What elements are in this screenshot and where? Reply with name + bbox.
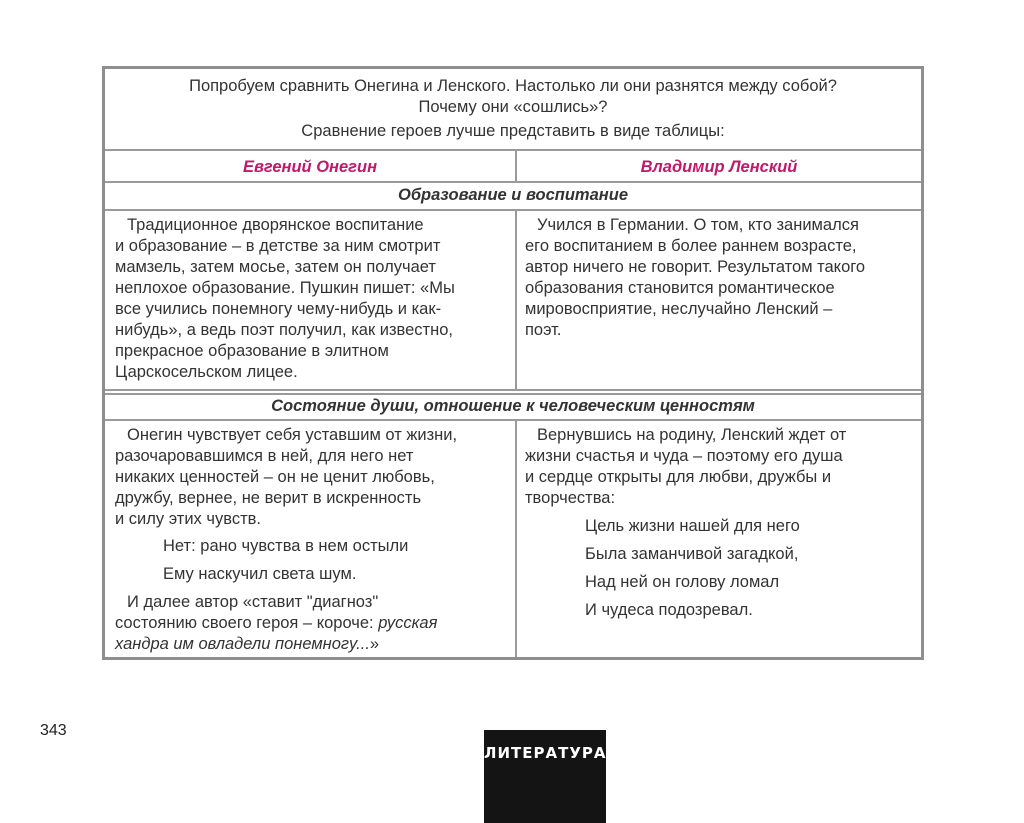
- lensky-soul-cell: [525, 425, 920, 621]
- column-header-onegin: Евгений Онегин: [242, 158, 378, 176]
- intro-line-1: Попробуем сравнить Онегина и Ленского. Настолько ли они разнятся между собой?: [189, 77, 837, 95]
- text-line: и образование – в детстве за ним смотрит: [115, 237, 441, 255]
- brand-text: ЛИТЕРАТУРА: [484, 744, 607, 762]
- text-line: мамзель, затем мосье, затем он получает: [115, 258, 436, 276]
- text-line: прекрасное образование в элитном: [115, 342, 389, 360]
- verse-line: И чудеса подозревал.: [585, 601, 753, 619]
- text-line: его воспитанием в более раннем возрасте,: [525, 237, 857, 255]
- verse-line: Была заманчивой загадкой,: [585, 545, 799, 563]
- divider: [515, 421, 517, 657]
- section-title-soul: Состояние души, отношение к человеческим ценностям: [271, 397, 755, 415]
- divider: [105, 181, 921, 183]
- onegin-soul-cell: [115, 425, 510, 655]
- text-line: мировосприятие, неслучайно Ленский –: [525, 300, 833, 318]
- intro-line-2: Почему они «сошлись»?: [418, 98, 608, 116]
- text-line: поэт.: [525, 321, 562, 339]
- text-line: [115, 613, 510, 634]
- text-line: творчества:: [525, 489, 616, 507]
- page-number: 343: [40, 722, 67, 739]
- comparison-table: [102, 66, 924, 660]
- lensky-education-cell: [525, 215, 920, 341]
- text-line: образования становится романтическое: [525, 279, 835, 297]
- divider: [105, 209, 921, 211]
- divider: [105, 389, 921, 391]
- text-line: Онегин чувствует себя уставшим от жизни,: [127, 426, 458, 444]
- quote-fragment: русская: [378, 614, 438, 632]
- text-fragment: »: [369, 635, 380, 653]
- column-header-lensky: Владимир Ленский: [640, 158, 798, 176]
- onegin-education-cell: [115, 215, 510, 383]
- divider: [515, 151, 517, 181]
- verse-line: Над ней он голову ломал: [585, 573, 780, 591]
- text-line: нибудь», а ведь поэт получил, как известно,: [115, 321, 453, 339]
- text-line: Учился в Германии. О том, кто занимался: [537, 216, 859, 234]
- section-brand-label: [484, 730, 606, 823]
- text-line: И далее автор «ставит "диагноз": [127, 593, 379, 611]
- text-line: неплохое образование. Пушкин пишет: «Мы: [115, 279, 455, 297]
- text-line: и сердце открыты для любви, дружбы и: [525, 468, 832, 486]
- text-line: и силу этих чувств.: [115, 510, 261, 528]
- text-line: автор ничего не говорит. Результатом такого: [525, 258, 866, 276]
- text-line: Вернувшись на родину, Ленский ждет от: [537, 426, 847, 444]
- text-line: Царскосельском лицее.: [115, 363, 298, 381]
- verse-line: Ему наскучил света шум.: [163, 565, 357, 583]
- intro-line-3: Сравнение героев лучше представить в виде таблицы:: [301, 122, 725, 140]
- text-fragment: состоянию своего героя – короче:: [115, 614, 379, 632]
- section-title-education: Образование и воспитание: [397, 186, 629, 204]
- divider: [105, 419, 921, 421]
- text-line: жизни счастья и чуда – поэтому его душа: [525, 447, 843, 465]
- verse-line: Нет: рано чувства в нем остыли: [163, 537, 409, 555]
- text-line: Традиционное дворянское воспитание: [127, 216, 424, 234]
- text-line: все учились понемногу чему-нибудь и как-: [115, 300, 442, 318]
- text-line: дружбу, вернее, не верит в искренность: [115, 489, 422, 507]
- text-line: никаких ценностей – он не ценит любовь,: [115, 468, 435, 486]
- text-line: [115, 634, 510, 655]
- divider: [105, 393, 921, 395]
- divider: [105, 149, 921, 151]
- verse-line: Цель жизни нашей для него: [585, 517, 800, 535]
- text-line: разочаровавшимся в ней, для него нет: [115, 447, 414, 465]
- quote-fragment: хандра им овладели понемногу...: [115, 635, 370, 653]
- intro-text: [105, 76, 921, 142]
- divider: [515, 211, 517, 389]
